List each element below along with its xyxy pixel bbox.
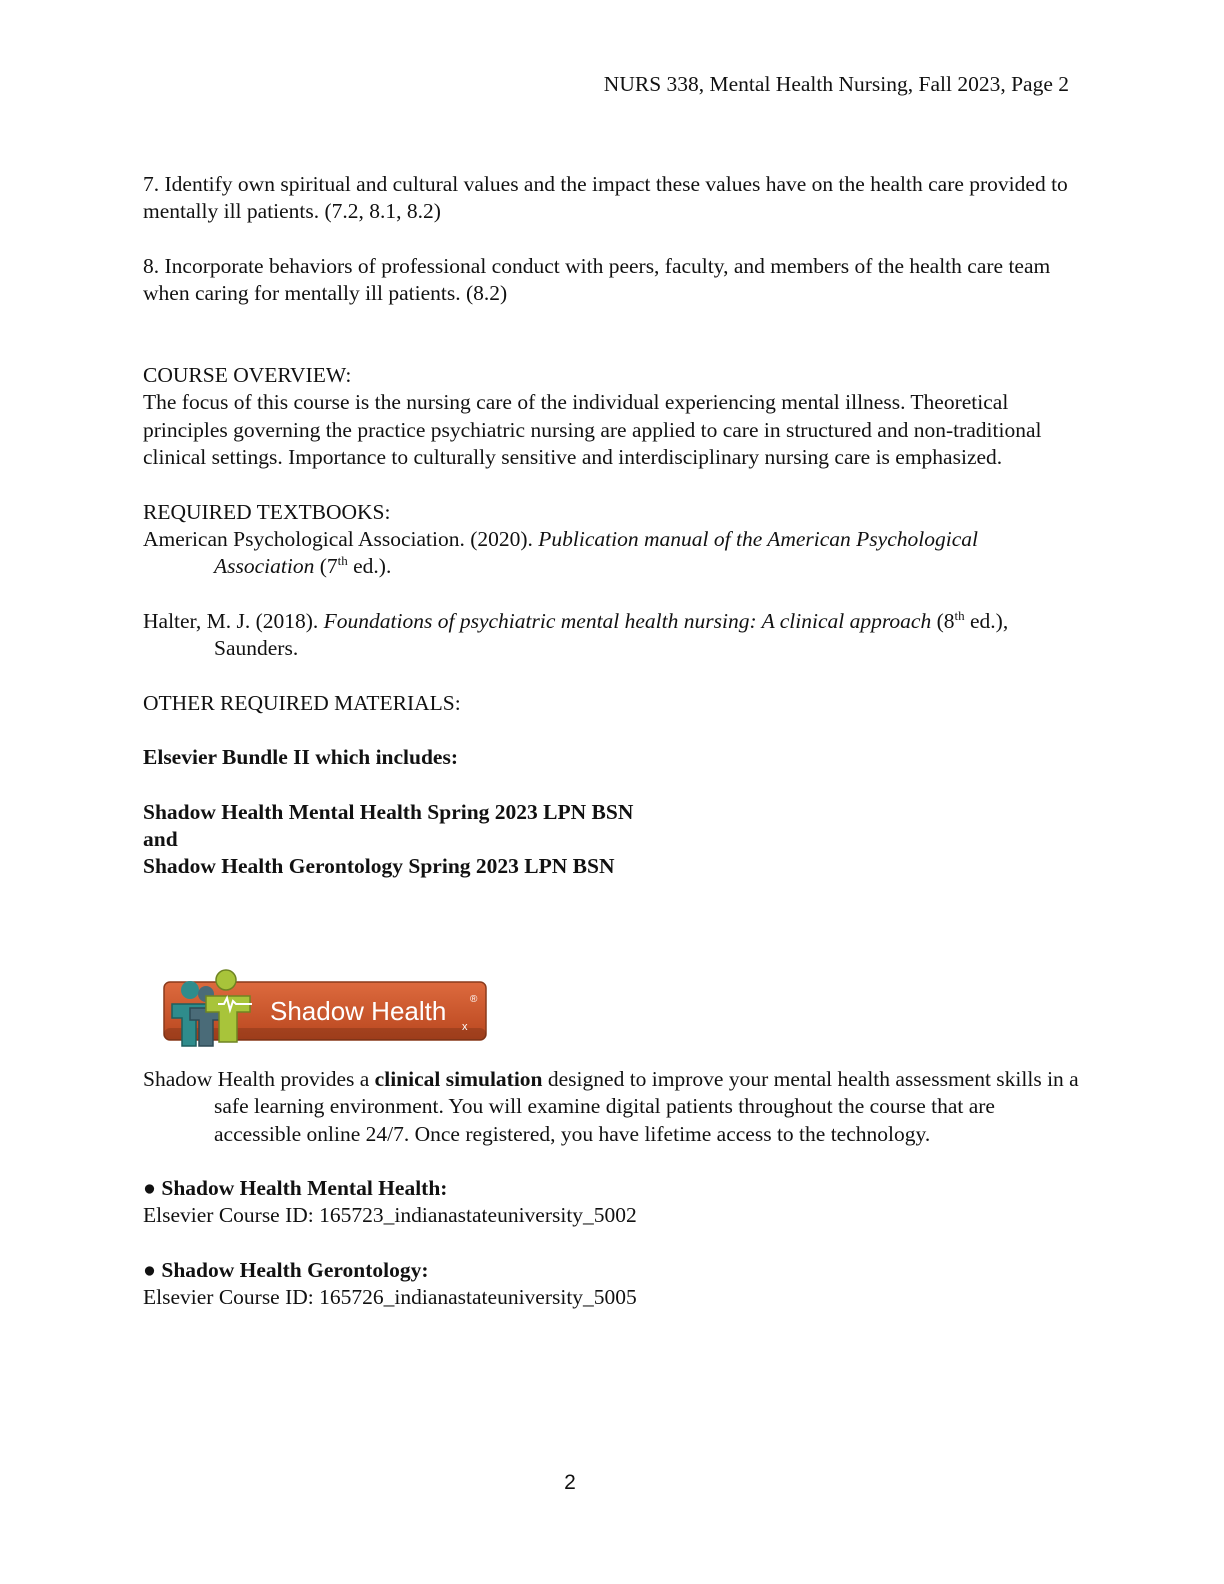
objective-7: 7. Identify own spiritual and cultural values and the impact these values have on the health care provided to mentally ill patients. (7.2, 8.1, 8.2) <box>143 172 1068 224</box>
shadow-health-section <box>143 1066 1083 1312</box>
bullet: ● <box>143 1258 156 1283</box>
bundle-label: Elsevier Bundle II which includes: <box>143 745 458 770</box>
description-emphasis: clinical simulation <box>374 1067 543 1091</box>
running-header: NURS 338, Mental Health Nursing, Fall 2023, Page 2 <box>603 72 1069 96</box>
course-overview-heading: COURSE OVERVIEW: <box>143 363 352 388</box>
textbook-title: Foundations of psychiatric mental health nursing: A clinical approach <box>323 608 932 633</box>
course-id-mental-health: Elsevier Course ID: 165723_indianastateuniversity_5002 <box>143 1203 637 1228</box>
registered-mark: ® <box>470 994 478 1005</box>
bullet: ● <box>143 1176 156 1201</box>
course-name-gerontology: ● Shadow Health Gerontology: <box>143 1258 429 1283</box>
shadow-health-description: Shadow Health provides a clinical simulation designed to improve your mental health assessment skills in a safe learning environment. You will examine digital patients throughout the course that are accessible online 24/7. Once registered, you have lifetime access to the technology. <box>143 1067 1079 1146</box>
logo-subscript: x <box>462 1021 468 1033</box>
course-overview-body: The focus of this course is the nursing care of the individual experiencing mental illness. Theoretical principles governing the practice psychiatric nursing are applied to care in structured and non-traditional clinical settings. Importance to culturally sensitive and interdisciplinary nursing care is emphasized. <box>143 390 1042 469</box>
textbook-citation: American Psychological Association. (2020). Publication manual of the American Psychological Association (7th ed.). <box>143 526 978 579</box>
materials-heading: OTHER REQUIRED MATERIALS: <box>143 690 461 715</box>
logo-wordmark: Shadow Health <box>270 996 447 1026</box>
course-id-gerontology: Elsevier Course ID: 165726_indianastateuniversity_5005 <box>143 1285 637 1310</box>
textbooks-heading: REQUIRED TEXTBOOKS: <box>143 499 391 524</box>
product-gerontology: Shadow Health Gerontology Spring 2023 LPN BSN <box>143 854 615 879</box>
product-mental-health: Shadow Health Mental Health Spring 2023 LPN BSN <box>143 799 634 824</box>
course-name-mental-health: ● Shadow Health Mental Health: <box>143 1176 448 1201</box>
textbook-title: Publication manual of the American Psychological Association <box>214 526 978 579</box>
page-number: 2 <box>564 1471 576 1494</box>
objective-8: 8. Incorporate behaviors of professional conduct with peers, faculty, and members of the health care team when caring for mentally ill patients. (8.2) <box>143 253 1051 306</box>
shadow-health-logo <box>160 968 490 1056</box>
product-conjunction: and <box>143 827 178 852</box>
textbook-citation: Halter, M. J. (2018). Foundations of psychiatric mental health nursing: A clinical approach (8th ed.), Saunders. <box>143 607 1009 661</box>
page-content <box>143 171 1083 881</box>
shadow-health-logo-icon <box>160 968 490 1056</box>
